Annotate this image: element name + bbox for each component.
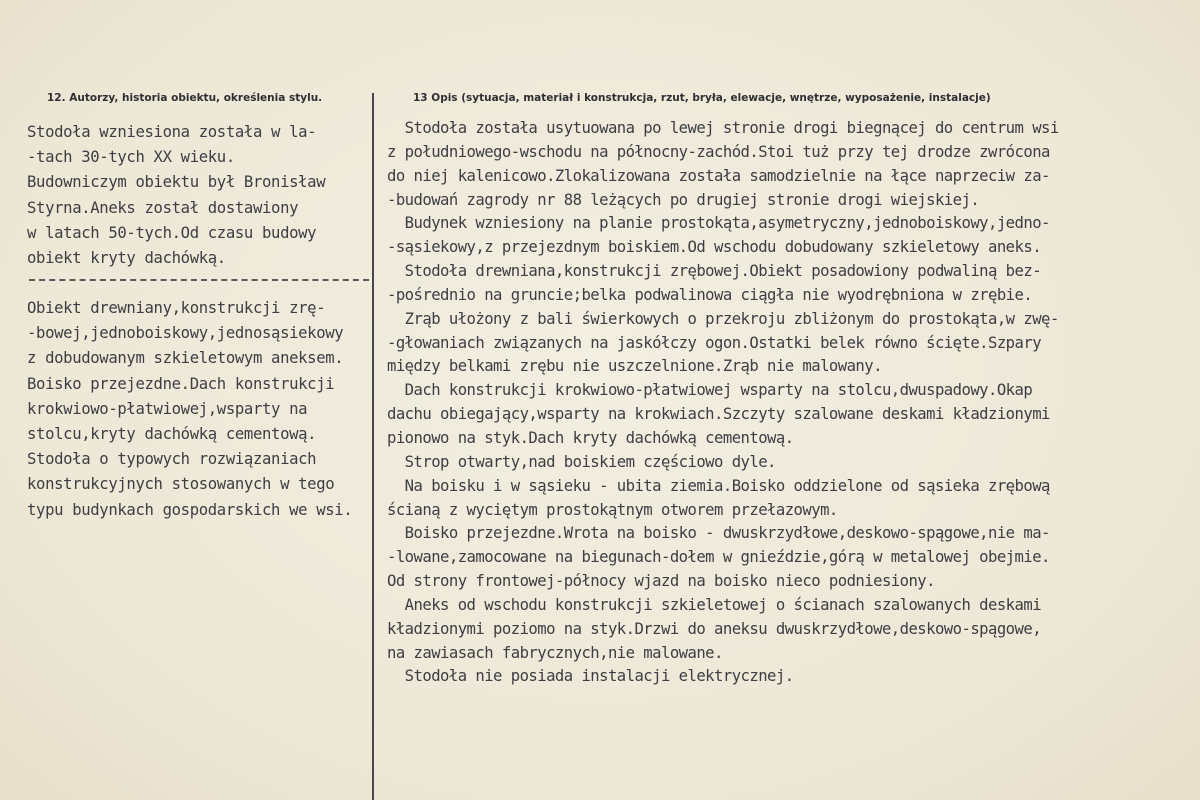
text-line: typu budynkach gospodarskich we wsi. [27, 500, 353, 519]
description-text [387, 117, 1177, 689]
text-line: kładzionymi poziomo na styk.Drzwi do aneksu dwuskrzydłowe,deskowo-spągowe, [387, 619, 1042, 638]
text-line: Budowniczym obiektu był Bronisław [27, 173, 326, 192]
style-summary-text [27, 296, 372, 523]
text-line: Aneks od wschodu konstrukcji szkieletowej o ścianach szalowanych deskami [387, 595, 1042, 614]
text-line: Stodoła drewniana,konstrukcji zrębowej.Obiekt posadowiony podwaliną bez- [387, 262, 1042, 281]
text-line: -pośrednio na gruncie;belka podwalinowa ciągła nie wyodrębniona w zrębie. [387, 285, 1033, 304]
text-line: Styrna.Aneks został dostawiony [27, 198, 299, 217]
text-line: Strop otwarty,nad boiskiem częściowo dyle. [387, 452, 776, 471]
text-line: ścianą z wyciętym prostokątnym otworem przełazowym. [387, 500, 838, 519]
section-12-header: 12. Autorzy, historia obiektu, określenia stylu. [47, 92, 323, 104]
text-line: -tach 30-tych XX wieku. [27, 148, 235, 167]
dashed-separator [29, 279, 369, 281]
text-line: Dach konstrukcji krokwiowo-płatwiowej wsparty na stolcu,dwuspadowy.Okap [387, 381, 1033, 400]
text-line: w latach 50-tych.Od czasu budowy [27, 223, 317, 242]
text-line: Boisko przejezdne.Wrota na boisko - dwuskrzydłowe,deskowo-spągowe,nie ma- [387, 524, 1050, 543]
text-line: konstrukcyjnych stosowanych w tego [27, 475, 335, 494]
authors-history-text [27, 120, 372, 271]
text-line: -sąsiekowy,z przejezdnym boiskiem.Od wschodu dobudowany szkieletowy aneks. [387, 238, 1042, 257]
text-line: Stodoła nie posiada instalacji elektrycznej. [387, 667, 794, 686]
text-line: pionowo na styk.Dach kryty dachówką cementową. [387, 428, 794, 447]
text-line: z dobudowanym szkieletowym aneksem. [27, 349, 344, 368]
text-line: -głowaniach związanych na jaskółczy ogon.Ostatki belek równo ścięte.Szpary [387, 333, 1042, 352]
text-line: dachu obiegający,wsparty na krokwiach.Szczyty szalowane deskami kładzionymi [387, 405, 1050, 424]
text-line: Od strony frontowej-północy wjazd na boisko nieco podniesiony. [387, 572, 935, 591]
text-line: stolcu,kryty dachówką cementową. [27, 424, 317, 443]
column-divider [372, 93, 374, 800]
text-line: -budowań zagrody nr 88 leżących po drugiej stronie drogi wiejskiej. [387, 190, 980, 209]
text-line: z południowego-wschodu na północny-zachód.Stoi tuż przy tej drodze zwrócona [387, 142, 1050, 161]
text-line: Stodoła o typowych rozwiązaniach [27, 450, 317, 469]
text-line: do niej kalenicowo.Zlokalizowana została samodzielnie na łące naprzeciw za- [387, 166, 1050, 185]
text-line: Boisko przejezdne.Dach konstrukcji [27, 374, 335, 393]
text-line: Stodoła wzniesiona została w la- [27, 123, 317, 141]
text-line: Budynek wzniesiony na planie prostokąta,asymetryczny,jednoboiskowy,jedno- [387, 214, 1050, 233]
section-13-header: 13 Opis (sytuacja, materiał i konstrukcja, rzut, bryła, elewacje, wnętrze, wyposażenie, instalacje) [413, 92, 991, 104]
text-line: Stodoła została usytuowana po lewej stronie drogi biegnącej do centrum wsi [387, 119, 1059, 137]
text-line: między belkami zrębu nie uszczelnione.Zrąb nie malowany. [387, 357, 882, 376]
text-line: -lowane,zamocowane na biegunach-dołem w gnieździe,górą w metalowej obejmie. [387, 548, 1050, 567]
text-line: na zawiasach fabrycznych,nie malowane. [387, 643, 723, 662]
text-line: Obiekt drewniany,konstrukcji zrę- [27, 299, 326, 317]
text-line: Na boisku i w sąsieku - ubita ziemia.Boisko oddzielone od sąsieka zrębową [387, 476, 1050, 495]
text-line: Zrąb ułożony z bali świerkowych o przekroju zbliżonym do prostokąta,w zwę- [387, 309, 1059, 328]
text-line: obiekt kryty dachówką. [27, 248, 226, 267]
text-line: -bowej,jednoboiskowy,jednosąsiekowy [27, 324, 344, 343]
text-line: krokwiowo-płatwiowej,wsparty na [27, 399, 308, 418]
